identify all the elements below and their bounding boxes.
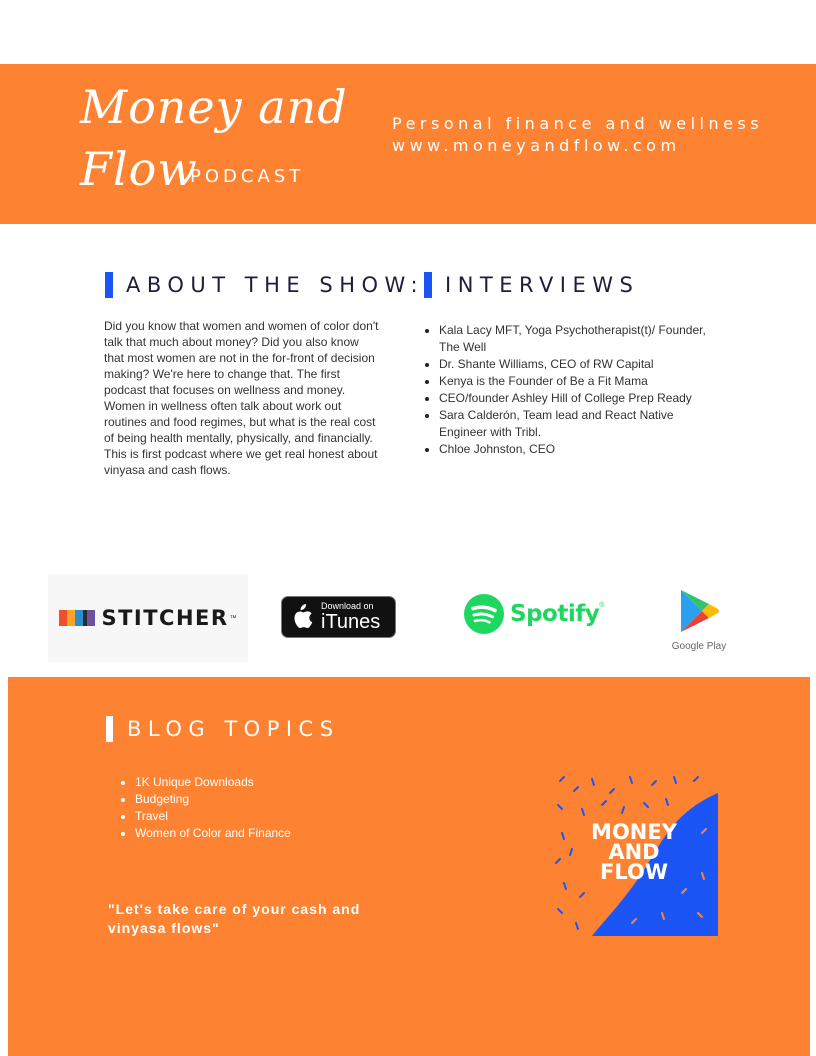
stitcher-icon: [59, 610, 95, 626]
blog-heading: [106, 716, 340, 742]
google-play-icon: [678, 588, 720, 634]
interviews-heading-text: INTERVIEWS: [445, 272, 640, 297]
trademark-mark: ™: [229, 614, 237, 622]
website-link[interactable]: www.moneyandflow.com: [392, 136, 681, 155]
tagline: Personal finance and wellness: [392, 114, 764, 133]
cover-line2: AND: [608, 840, 660, 864]
list-item: Women of Color and Finance: [118, 825, 291, 842]
cover-line3: FLOW: [600, 860, 668, 884]
list-item: Dr. Shante Williams, CEO of RW Capital: [420, 356, 720, 373]
about-heading: [105, 272, 424, 298]
interviews-heading: [424, 272, 639, 298]
spotify-icon: [464, 594, 504, 634]
itunes-label: iTunes: [321, 611, 381, 633]
apple-icon: [291, 604, 313, 630]
list-item: Budgeting: [118, 791, 291, 808]
list-item: Kala Lacy MFT, Yoga Psychotherapist(t)/ Founder, The Well: [420, 322, 720, 356]
list-item: CEO/founder Ashley Hill of College Prep Ready: [420, 390, 720, 407]
list-item: Sara Calderón, Team lead and React Native Engineer with Tribl.: [420, 407, 720, 441]
itunes-badge[interactable]: [281, 596, 396, 638]
about-heading-text: ABOUT THE SHOW:: [126, 272, 425, 297]
logo-title-line1: Money and: [80, 80, 348, 134]
google-play-label: Google Play: [671, 641, 727, 652]
interviews-list: [420, 322, 720, 458]
blog-topics-list: [118, 774, 291, 842]
spotify-label: Spotify: [510, 601, 600, 627]
about-body: Did you know that women and women of color don't talk that much about money? Did you also know that most women are not in the for-front of decision making? We're here to change that. The first podcast that focuses on wellness and money. Women in wellness often talk about work out routines and food regimes, but what is the real cost of being health mentally, physically, and financially. This is first podcast where we get real honest about vinyasa and cash flows.: [104, 319, 379, 477]
quote: "Let's take care of your cash and vinyasa flows": [108, 901, 361, 936]
podcast-cover-art: [552, 773, 718, 936]
logo-podcast-label: PODCAST: [190, 166, 305, 187]
cover-line1: MONEY: [591, 820, 677, 844]
spotify-logo[interactable]: [464, 594, 604, 634]
stitcher-logo[interactable]: [48, 574, 248, 662]
blog-heading-text: BLOG TOPICS: [127, 716, 340, 741]
heading-accent-bar: [106, 716, 113, 742]
heading-accent-bar: [105, 272, 113, 298]
list-item: 1K Unique Downloads: [118, 774, 291, 791]
heading-accent-bar: [424, 272, 432, 298]
list-item: Travel: [118, 808, 291, 825]
list-item: Kenya is the Founder of Be a Fit Mama: [420, 373, 720, 390]
stitcher-label: STITCHER: [101, 606, 229, 630]
registered-mark: ®: [599, 602, 605, 609]
logo-title-line2: Flow: [80, 142, 198, 196]
itunes-small-label: Download on: [321, 601, 374, 611]
list-item: Chloe Johnston, CEO: [420, 441, 720, 458]
google-play-logo[interactable]: [668, 588, 730, 652]
